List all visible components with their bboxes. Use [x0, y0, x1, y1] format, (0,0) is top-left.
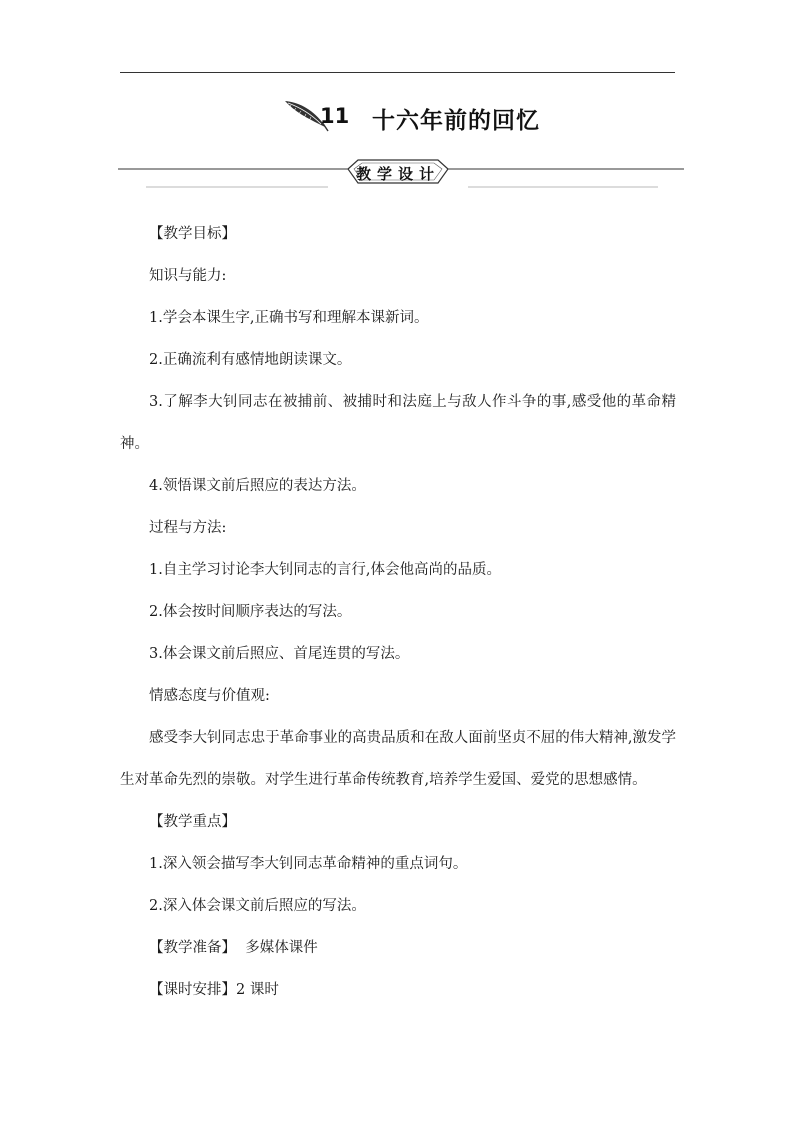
- subheading: 知识与能力:: [149, 268, 227, 284]
- list-item: 3.了解李大钊同志在被捕前、被捕时和法庭上与敌人作斗争的事,感受他的革命精神。: [120, 394, 676, 452]
- list-item: 1.深入领会描写李大钊同志革命精神的重点词句。: [149, 856, 468, 872]
- subheading: 情感态度与价值观:: [149, 688, 270, 704]
- banner-label: 教学设计: [355, 165, 440, 183]
- section-heading: 【教学目标】: [149, 226, 236, 242]
- section-heading: 【课时安排】2 课时: [149, 982, 279, 998]
- list-item: 2.深入体会课文前后照应的写法。: [149, 898, 366, 914]
- lesson-number: 11: [320, 104, 350, 128]
- lesson-title-row: [0, 98, 794, 138]
- list-item: 4.领悟课文前后照应的表达方法。: [149, 478, 366, 494]
- lesson-title: 十六年前的回忆: [372, 108, 540, 134]
- lesson-plan-content: [120, 213, 676, 1011]
- list-item: 1.自主学习讨论李大钊同志的言行,体会他高尚的品质。: [149, 562, 501, 578]
- top-rule: [120, 72, 675, 73]
- section-heading: 【教学重点】: [149, 814, 236, 830]
- list-item: 2.正确流利有感情地朗读课文。: [149, 352, 352, 368]
- list-item: 3.体会课文前后照应、首尾连贯的写法。: [149, 646, 410, 662]
- paragraph: 感受李大钊同志忠于革命事业的高贵品质和在敌人面前坚贞不屈的伟大精神,激发学生对革命先烈的崇敬。对学生进行革命传统教育,培养学生爱国、爱党的思想感情。: [120, 730, 676, 788]
- list-item: 1.学会本课生字,正确书写和理解本课新词。: [149, 310, 429, 326]
- list-item: 2.体会按时间顺序表达的写法。: [149, 604, 352, 620]
- subheading: 过程与方法:: [149, 520, 227, 536]
- section-heading: 【教学准备】 多媒体课件: [149, 940, 318, 956]
